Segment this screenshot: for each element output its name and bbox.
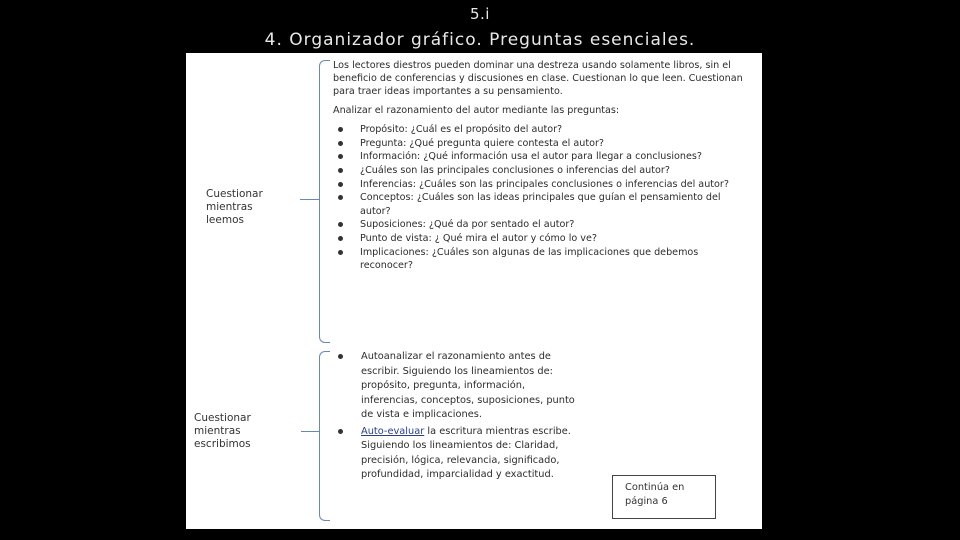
label-question-while-writing: Cuestionar mientras escribimos (194, 412, 251, 450)
bullet-icon (338, 236, 343, 241)
bullet-icon (338, 250, 343, 255)
bullet-icon (338, 429, 343, 434)
list-item: Implicaciones: ¿Cuáles son algunas de las implicaciones que debemos reconocer? (333, 246, 748, 272)
list-item: Conceptos: ¿Cuáles son las ideas principales que guían el pensamiento del autor? (333, 191, 748, 217)
list-item: Pregunta: ¿Qué pregunta quiere contesta el autor? (333, 137, 748, 150)
bullet-icon (338, 182, 343, 187)
reading-intro: Los lectores diestros pueden dominar una destreza usando solamente libros, sin el beneficio de conferencias y discusiones en clase. Cuestionan lo que leen. Cuestionan para traer ideas importantes a su pensamiento. (333, 60, 743, 98)
reading-section (333, 59, 748, 273)
list-item: Inferencias: ¿Cuáles son las principales conclusiones o inferencias del autor? (333, 178, 748, 191)
brace-reading (319, 60, 330, 343)
writing-section (333, 350, 578, 485)
bullet-icon (338, 127, 343, 132)
bullet-icon (338, 141, 343, 146)
bullet-icon (338, 222, 343, 227)
list-item: Auto-evaluar la escritura mientras escribe. Siguiendo los lineamientos de: Claridad, precisión, lógica, relevancia, significado, profundidad, imparcialidad y exactitud. (333, 425, 578, 483)
reading-question-list (333, 123, 748, 272)
list-item: Suposiciones: ¿Qué da por sentado el autor? (333, 218, 748, 231)
slide-title: 4. Organizador gráfico. Preguntas esenciales. (264, 30, 696, 50)
auto-evaluate-link[interactable]: Auto-evaluar (361, 425, 425, 437)
bullet-icon (338, 154, 343, 159)
writing-list (333, 350, 578, 483)
list-item: ¿Cuáles son las principales conclusiones o inferencias del autor? (333, 164, 748, 177)
bullet-icon (338, 168, 343, 173)
brace-writing (319, 351, 330, 521)
graphic-organizer-document (186, 53, 762, 529)
list-item: Autoanalizar el razonamiento antes de escribir. Siguiendo los lineamientos de: propósito, pregunta, información, inferencias, conceptos, suposiciones, punto de vista e implicaciones. (333, 350, 578, 423)
slide-number: 5.i (470, 5, 490, 23)
list-item: Propósito: ¿Cuál es el propósito del autor? (333, 123, 748, 136)
continue-box: Continúa en página 6 (612, 475, 716, 519)
brace-connector-top (300, 199, 320, 200)
list-item: Punto de vista: ¿ Qué mira el autor y cómo lo ve? (333, 232, 748, 245)
bullet-icon (338, 354, 343, 359)
label-question-while-reading: Cuestionar mientras leemos (206, 188, 263, 226)
brace-connector-bottom (301, 431, 320, 432)
reading-lead: Analizar el razonamiento del autor mediante las preguntas: (333, 104, 620, 116)
list-item: Información: ¿Qué información usa el autor para llegar a conclusiones? (333, 150, 748, 163)
bullet-icon (338, 195, 343, 200)
